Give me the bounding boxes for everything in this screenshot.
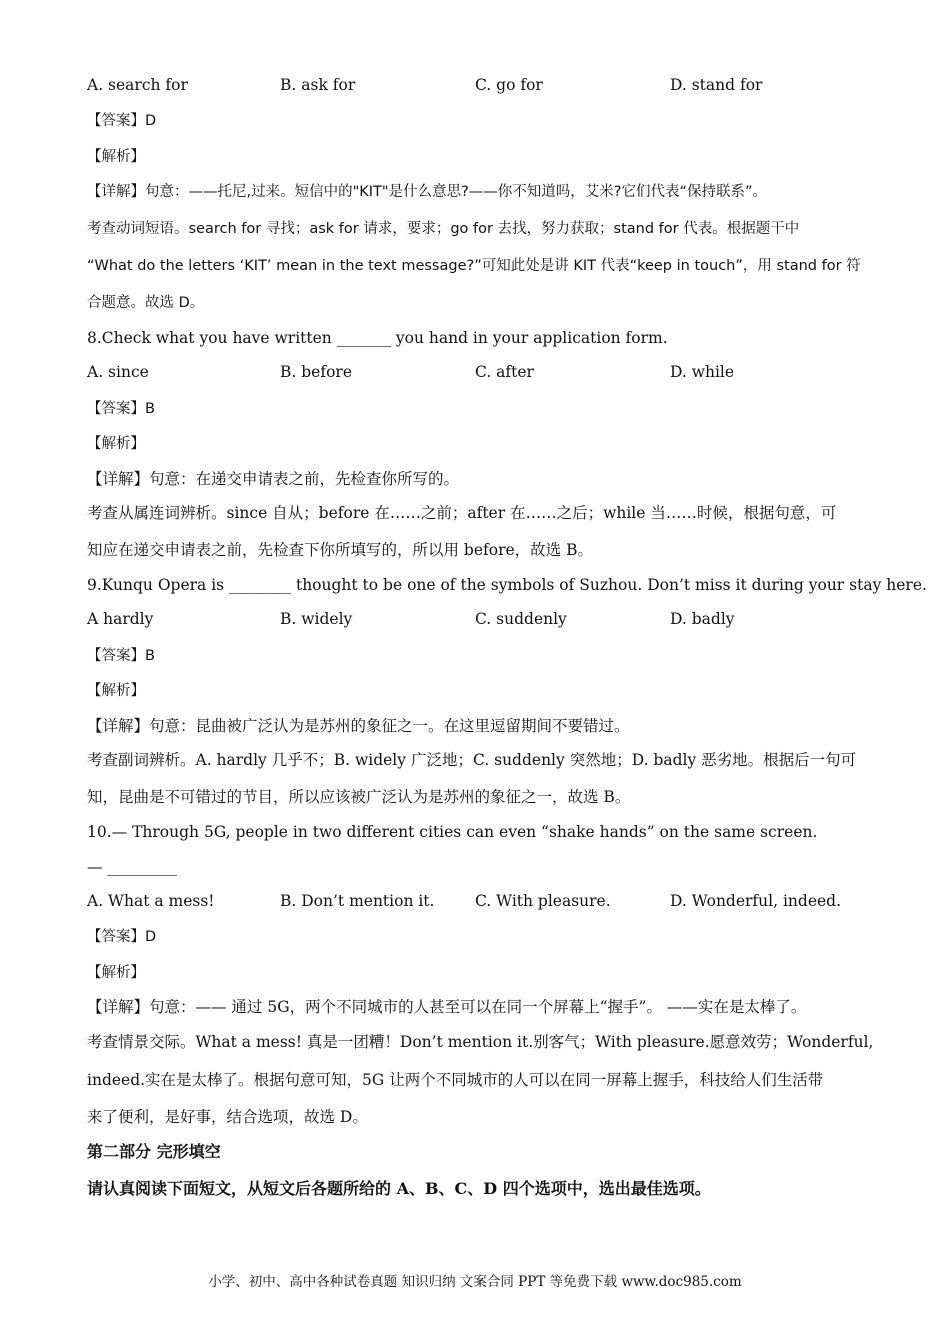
q10-option-b: B. Don’t mention it. (280, 892, 435, 910)
q7-option-b: B. ask for (280, 76, 356, 94)
q9-analysis-label: 【解析】 (87, 683, 145, 699)
q7-detail-line: 【详解】句意：——托尼,过来。短信中的"KIT"是什么意思?——你不知道吗，艾米?它们代表“保持联系”。 (87, 184, 768, 200)
q8-option-c: C. after (475, 363, 534, 381)
q7-option-d: D. stand for (670, 76, 763, 94)
q10-answer-blank: — _________ (87, 858, 178, 876)
q9-detail-line: 考查副词辨析。A. hardly 几乎不；B. widely 广泛地；C. suddenly 突然地；D. badly 恶劣地。根据后一句可 (87, 751, 857, 769)
q7-options (0, 76, 950, 96)
q7-analysis-label: 【解析】 (87, 149, 145, 165)
q10-analysis-label: 【解析】 (87, 965, 145, 981)
q8-option-d: D. while (670, 363, 735, 381)
q9-option-b: B. widely (280, 610, 353, 628)
q10-option-d: D. Wonderful, indeed. (670, 892, 842, 910)
q8-option-a: A. since (87, 363, 149, 381)
q7-detail-line: 合题意。故选 D。 (87, 295, 205, 311)
q10-detail-line: 来了便利，是好事，结合选项，故选 D。 (87, 1108, 368, 1126)
q10-option-c: C. With pleasure. (475, 892, 611, 910)
q9-detail-line: 【详解】句意：昆曲被广泛认为是苏州的象征之一。在这里逗留期间不要错过。 (87, 717, 630, 735)
q9-options (0, 610, 950, 630)
q10-detail-line: indeed.实在是太棒了。根据句意可知，5G 让两个不同城市的人可以在同一屏幕上握手，科技给人们生活带 (87, 1071, 824, 1089)
q9-option-a: A hardly (87, 610, 154, 628)
q10-answer: 【答案】D (87, 929, 157, 945)
q9-answer: 【答案】B (87, 648, 155, 664)
q8-detail-line: 【详解】句意：在递交申请表之前，先检查你所写的。 (87, 470, 460, 488)
q8-option-b: B. before (280, 363, 352, 381)
q8-detail-line: 考查从属连词辨析。since 自从；before 在……之前；after 在……之后；while 当……时候，根据句意，可 (87, 504, 837, 522)
q10-option-a: A. What a mess! (87, 892, 215, 910)
q8-answer: 【答案】B (87, 401, 155, 417)
q8-analysis-label: 【解析】 (87, 436, 145, 452)
q8-detail-line: 知应在递交申请表之前，先检查下你所填写的，所以用 before，故选 B。 (87, 541, 593, 559)
q9-option-d: D. badly (670, 610, 735, 628)
q10-detail-line: 考查情景交际。What a mess! 真是一团糟！Don’t mention it.别客气；With pleasure.愿意效劳；Wonderful, (87, 1033, 874, 1051)
q7-option-c: C. go for (475, 76, 543, 94)
section-title: 第二部分 完形填空 (87, 1142, 221, 1161)
q7-detail-line: “What do the letters ‘KIT’ mean in the text message?”可知此处是讲 KIT 代表“keep in touch”，用 stand for 符 (87, 258, 861, 274)
q9-option-c: C. suddenly (475, 610, 567, 628)
q10-options (0, 892, 950, 912)
q10-question: 10.— Through 5G, people in two different cities can even “shake hands” on the same screen. (87, 823, 818, 841)
section-instruction: 请认真阅读下面短文，从短文后各题所给的 A、B、C、D 四个选项中，选出最佳选项。 (87, 1179, 711, 1198)
page-footer: 小学、初中、高中各种试卷真题 知识归纳 文案合同 PPT 等免费下载 www.doc985.com (208, 1274, 742, 1290)
q9-question: 9.Kunqu Opera is ________ thought to be one of the symbols of Suzhou. Don’t miss it during your stay here. (87, 576, 927, 594)
q8-options (0, 363, 950, 383)
q10-detail-line: 【详解】句意：—— 通过 5G，两个不同城市的人甚至可以在同一个屏幕上“握手”。 ——实在是太棒了。 (87, 998, 807, 1016)
q9-detail-line: 知，昆曲是不可错过的节目，所以应该被广泛认为是苏州的象征之一，故选 B。 (87, 788, 631, 806)
q7-option-a: A. search for (87, 76, 188, 94)
q7-answer: 【答案】D (87, 113, 157, 129)
q7-detail-line: 考查动词短语。search for 寻找；ask for 请求，要求；go for 去找，努力获取；stand for 代表。根据题干中 (87, 221, 800, 237)
q8-question: 8.Check what you have written _______ you hand in your application form. (87, 329, 668, 347)
